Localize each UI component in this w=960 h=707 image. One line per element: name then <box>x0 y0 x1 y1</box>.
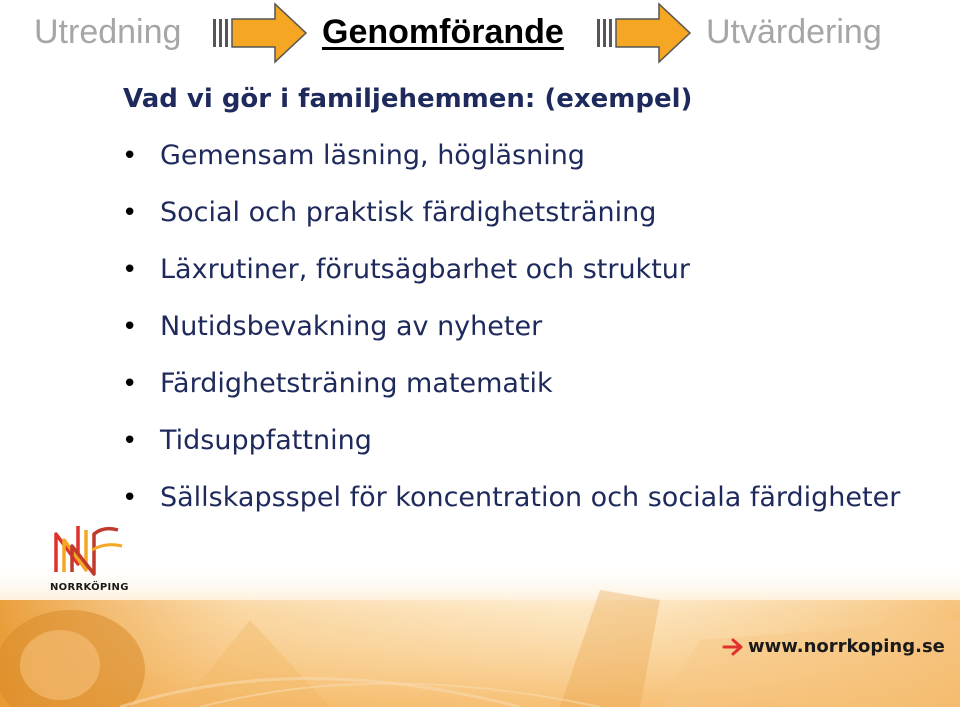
arrow-right-icon <box>722 638 744 656</box>
slide-title: Vad vi gör i familjehemmen: (exempel) <box>123 84 693 114</box>
bullet-item: • Social och praktisk färdighetsträning <box>120 195 920 231</box>
process-step-genomforande: Genomförande <box>322 13 564 51</box>
bullet-item: • Nutidsbevakning av nyheter <box>120 309 920 345</box>
bullet-list <box>120 138 920 516</box>
website-link[interactable]: www.norrkoping.se <box>748 636 945 657</box>
bullet-item: • Gemensam läsning, högläsning <box>120 138 920 174</box>
process-step-utvardering: Utvärdering <box>706 13 882 51</box>
process-arrow-icon <box>597 2 693 64</box>
bullet-item: • Färdighetsträning matematik <box>120 366 920 402</box>
norrkoping-n-icon <box>48 520 128 580</box>
process-step-utredning: Utredning <box>34 13 182 51</box>
footer-photo-strip <box>0 560 960 707</box>
bullet-item: • Sällskapsspel för koncentration och sociala färdigheter <box>120 480 920 516</box>
process-arrow-icon <box>213 2 309 64</box>
bullet-item: • Läxrutiner, förutsägbarhet och struktur <box>120 252 920 288</box>
bullet-item: • Tidsuppfattning <box>120 423 920 459</box>
logo-label: NORRKÖPING <box>50 582 129 593</box>
